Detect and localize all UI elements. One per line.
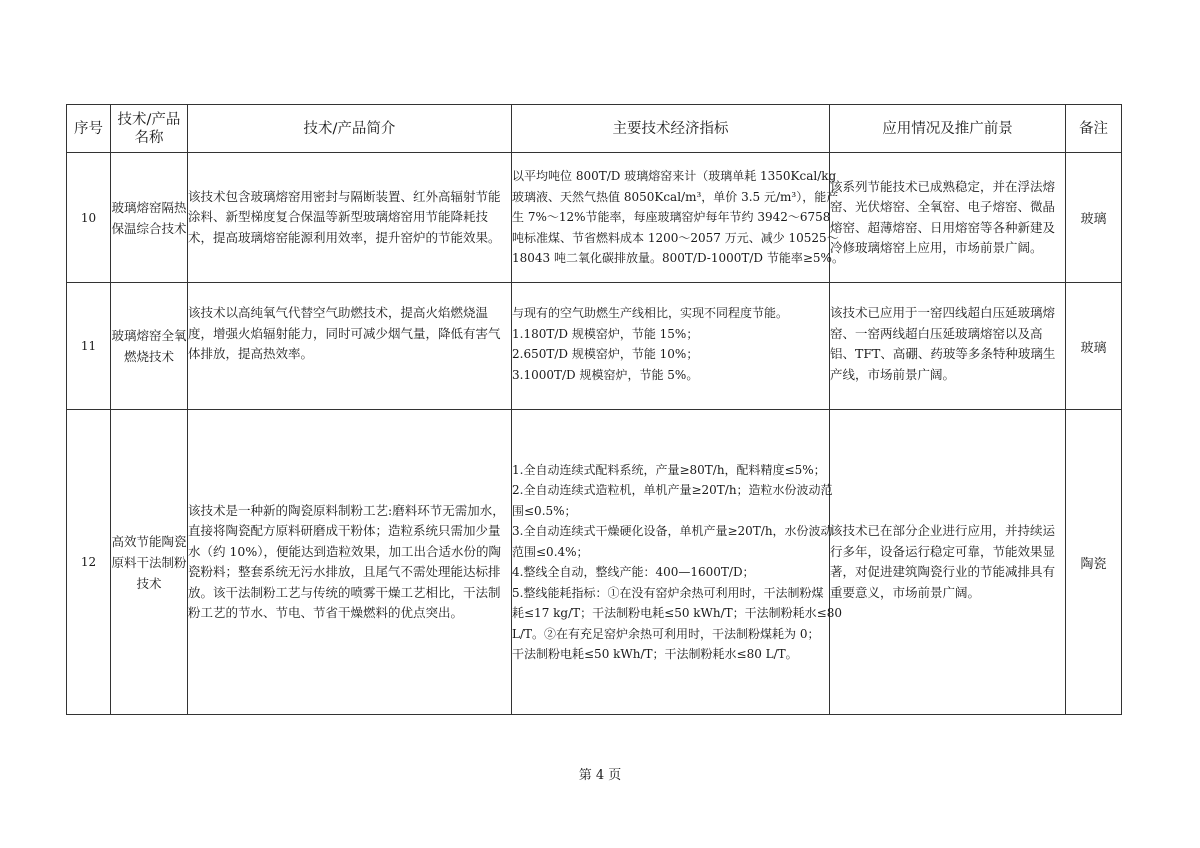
row-indicators (512, 410, 842, 715)
row-name: 高效节能陶瓷原料干法制粉技术 (111, 410, 188, 715)
row-intro: 该技术包含玻璃熔窑用密封与隔断装置、红外高辐射节能涂料、新型梯度复合保温等新型玻璃熔窑用节能降耗技术，提高玻璃熔窑能源利用效率，提升窑炉的节能效果。 (188, 153, 512, 283)
indicator-line: 围≤0.5%； (512, 503, 577, 518)
row-indicators (512, 153, 844, 283)
table-row (67, 410, 1122, 715)
row-indicators (512, 283, 830, 410)
indicator-line: 玻璃液、天然气热值 8050Kcal/m³，单价 3.5 元/m³），能产 (512, 189, 839, 204)
indicator-line: 吨标准煤、节省燃料成本 1200～2057 万元、减少 10525～ (512, 230, 839, 245)
header-num: 序号 (67, 105, 111, 153)
indicator-line: 范围≤0.4%； (512, 544, 589, 559)
table-row (67, 283, 1122, 410)
indicator-line: 5.整线能耗指标：①在没有窑炉余热可利用时，干法制粉煤 (512, 585, 824, 600)
indicator-line: L/T。②在有充足窑炉余热可利用时，干法制粉煤耗为 0； (512, 626, 820, 641)
header-indicators: 主要技术经济指标 (512, 105, 830, 153)
indicator-line: 3.全自动连续式干燥硬化设备，单机产量≥20T/h，水份波动 (512, 524, 833, 538)
header-intro: 技术/产品简介 (188, 105, 512, 153)
row-num: 10 (67, 153, 111, 283)
indicator-line: 4.整线全自动，整线产能：400—1600T/D； (512, 565, 755, 579)
row-application: 该技术已在部分企业进行应用，并持续运行多年，设备运行稳定可靠，节能效果显著，对促进建筑陶瓷行业的节能减排具有重要意义，市场前景广阔。 (830, 410, 1066, 715)
page-number: 第 4 页 (578, 768, 622, 783)
header-application: 应用情况及推广前景 (830, 105, 1066, 153)
row-application: 该系列节能技术已成熟稳定，并在浮法熔窑、光伏熔窑、全氧窑、电子熔窑、微晶熔窑、超薄熔窑、日用熔窑等各种新建及冷修玻璃熔窑上应用，市场前景广阔。 (830, 153, 1066, 283)
row-name: 玻璃熔窑隔热保温综合技术 (111, 153, 188, 283)
indicator-line: 生 7%～12%节能率，每座玻璃窑炉每年节约 3942～6758 (512, 210, 831, 225)
row-intro: 该技术以高纯氧气代替空气助燃技术，提高火焰燃烧温度，增强火焰辐射能力，同时可减少烟气量，降低有害气体排放，提高热效率。 (188, 283, 512, 410)
row-application: 该技术已应用于一窑四线超白压延玻璃熔窑、一窑两线超白压延玻璃熔窑以及高铝、TFT、高硼、药玻等多条特种玻璃生产线，市场前景广阔。 (830, 283, 1066, 410)
header-name: 技术/产品名称 (111, 105, 188, 153)
technology-table (66, 104, 1122, 715)
header-note: 备注 (1066, 105, 1122, 153)
row-note: 玻璃 (1066, 283, 1122, 410)
indicator-line: 干法制粉电耗≤50 kWh/T；干法制粉耗水≤80 L/T。 (512, 647, 798, 661)
row-note: 陶瓷 (1066, 410, 1122, 715)
indicator-line: 2.650T/D 规模窑炉，节能 10%； (512, 347, 699, 361)
indicator-line: 与现有的空气助燃生产线相比，实现不同程度节能。 (512, 306, 789, 320)
row-intro: 该技术是一种新的陶瓷原料制粉工艺:磨料环节无需加水，直接将陶瓷配方原料研磨成干粉体；造粒系统只需加少量水（约 10%），便能达到造粒效果，加工出合适水份的陶瓷粉料；整套系统无污水排放，且尾气不需处理能达标排放。该干法制粉工艺与传统的喷雾干燥工艺相比，干法制粉工艺的节水、节电、节省干燥燃料的优点突出。 (188, 410, 512, 715)
row-name: 玻璃熔窑全氧燃烧技术 (111, 283, 188, 410)
table-header-row (67, 105, 1122, 153)
row-num: 12 (67, 410, 111, 715)
indicator-line: 1.180T/D 规模窑炉，节能 15%； (512, 326, 699, 341)
indicator-line: 2.全自动连续式造粒机，单机产量≥20T/h；造粒水份波动范 (512, 483, 833, 497)
indicator-line: 以平均吨位 800T/D 玻璃熔窑来计（玻璃单耗 1350Kcal/kg (512, 169, 837, 184)
row-note: 玻璃 (1066, 153, 1122, 283)
indicator-line: 1.全自动连续式配料系统，产量≥80T/h，配料精度≤5%； (512, 462, 826, 477)
indicator-line: 3.1000T/D 规模窑炉，节能 5%。 (512, 367, 699, 382)
indicator-line: 18043 吨二氧化碳排放量。800T/D-1000T/D 节能率≥5%。 (512, 251, 844, 266)
row-num: 11 (67, 283, 111, 410)
table-row (67, 153, 1122, 283)
indicator-line: 耗≤17 kg/T；干法制粉电耗≤50 kWh/T；干法制粉耗水≤80 (512, 606, 842, 620)
